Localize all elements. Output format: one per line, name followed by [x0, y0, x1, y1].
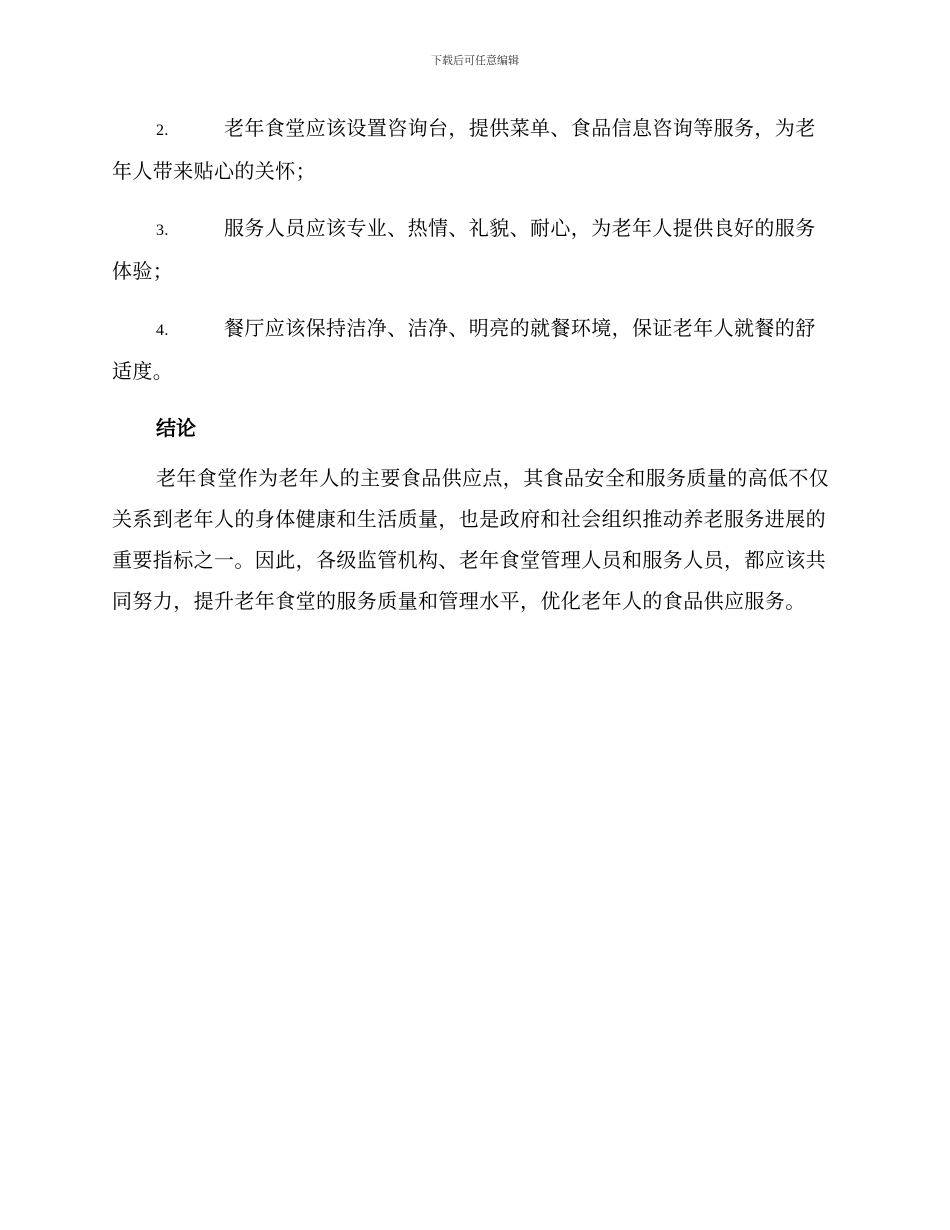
list-item — [112, 308, 834, 391]
list-item-text: 老年食堂应该设置咨询台，提供菜单、食品信息咨询等服务，为老年人带来贴心的关怀； — [112, 116, 816, 183]
section-heading: 结论 — [156, 416, 196, 440]
page-header: 下载后可任意编辑 — [431, 54, 519, 67]
list-item — [112, 208, 834, 291]
conclusion-paragraph: 老年食堂作为老年人的主要食品供应点，其食品安全和服务质量的高低不仅关系到老年人的身体健康和生活质量，也是政府和社会组织推动养老服务进展的重要指标之一。因此，各级监管机构、老年食堂管理人员和服务人员，都应该共同努力，提升老年食堂的服务质量和管理水平，优化老年人的食品供应服务。 — [112, 466, 830, 613]
list-item-number: 4. — [156, 322, 169, 339]
list-item-text: 服务人员应该专业、热情、礼貌、耐心，为老年人提供良好的服务体验； — [112, 216, 816, 283]
list-item-text: 餐厅应该保持洁净、洁净、明亮的就餐环境，保证老年人就餐的舒适度。 — [112, 316, 816, 383]
list-item-number: 3. — [156, 222, 169, 239]
list-item — [112, 108, 834, 191]
document-body — [112, 108, 834, 622]
list-item-number: 2. — [156, 122, 169, 139]
